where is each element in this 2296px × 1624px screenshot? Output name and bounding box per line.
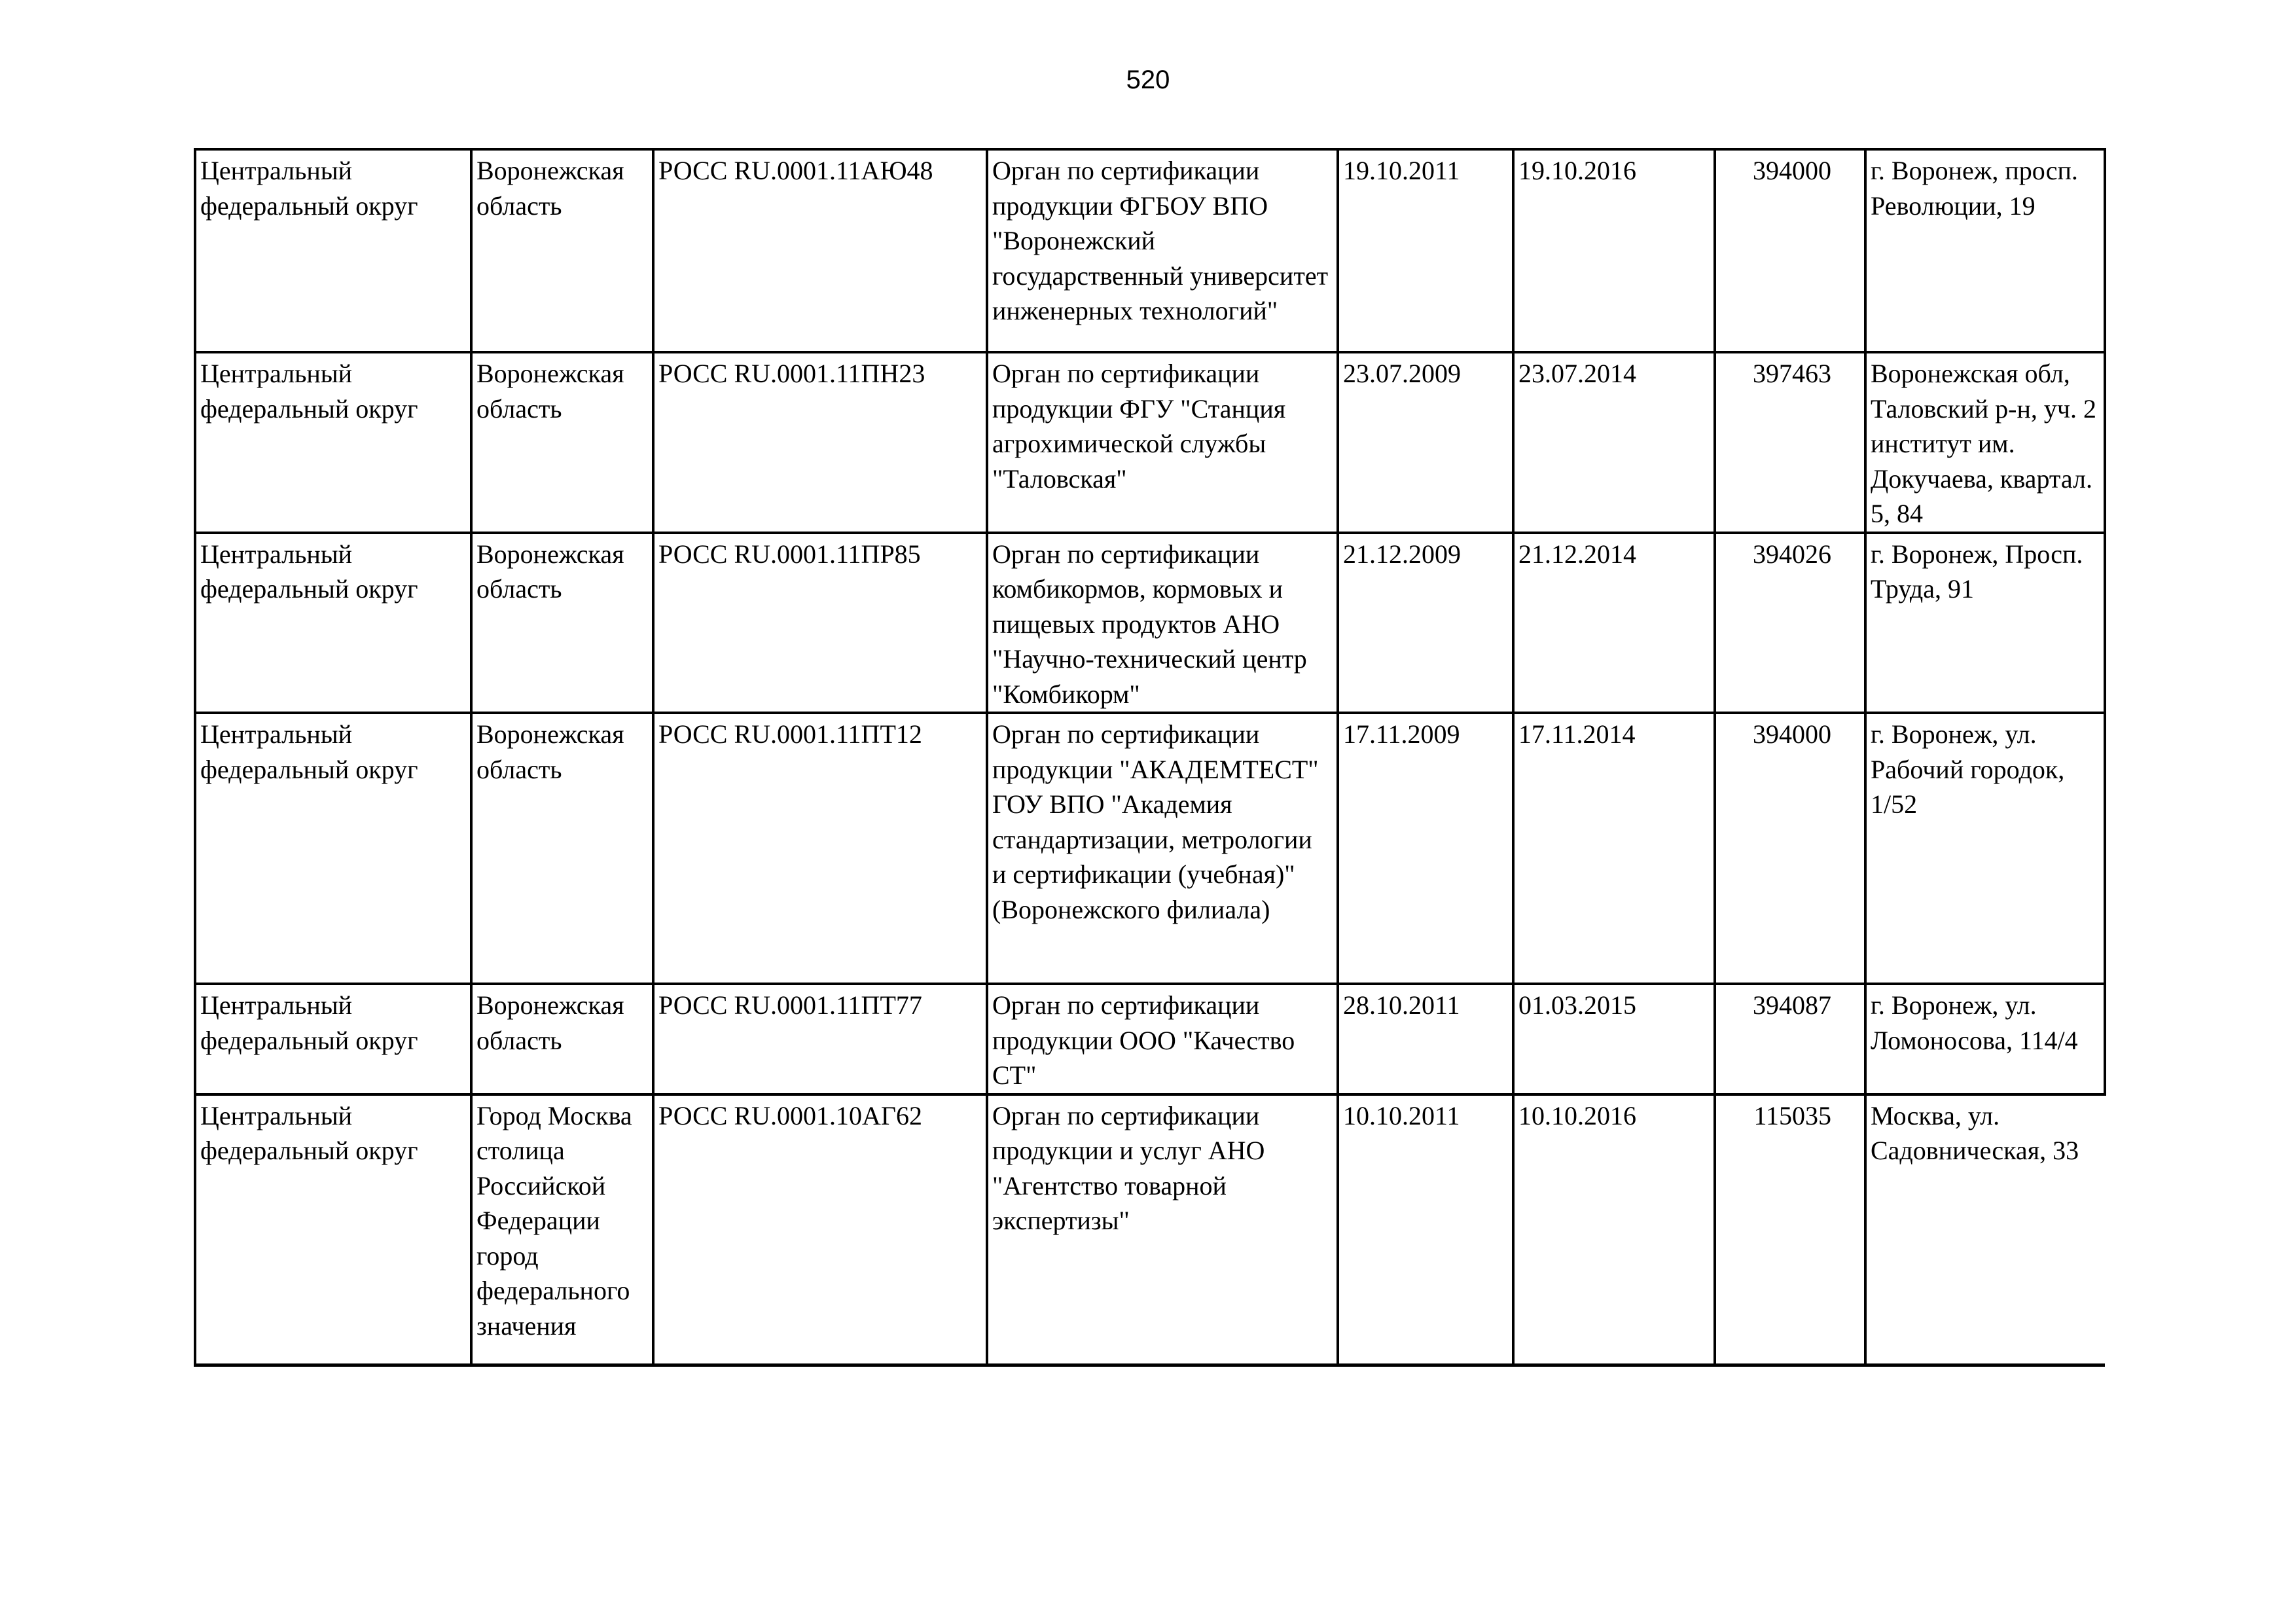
- table-row: [195, 352, 2105, 533]
- date-from-cell: 19.10.2011: [1338, 149, 1513, 352]
- postcode-cell: 394087: [1715, 984, 1865, 1094]
- table-row: [195, 149, 2105, 352]
- date-from-cell: 17.11.2009: [1338, 713, 1513, 984]
- region-cell: Воронежская область: [471, 533, 653, 713]
- date-to-cell: 23.07.2014: [1513, 352, 1715, 533]
- organization-cell: Орган по сертификации продукции и услуг АНО "Агентство товарной экспертизы": [987, 1094, 1338, 1365]
- address-cell: г. Воронеж, ул. Рабочий городок, 1/52: [1865, 713, 2105, 984]
- date-to-cell: 10.10.2016: [1513, 1094, 1715, 1365]
- certification-bodies-table: [194, 148, 2106, 1367]
- district-cell: Центральный федеральный округ: [195, 533, 471, 713]
- page-number: 520: [1126, 65, 1170, 94]
- table-row: [195, 533, 2105, 713]
- address-cell: г. Воронеж, просп. Революции, 19: [1865, 149, 2105, 352]
- reg-number-cell: РОСС RU.0001.11ПН23: [653, 352, 987, 533]
- date-from-cell: 23.07.2009: [1338, 352, 1513, 533]
- organization-cell: Орган по сертификации продукции ФГУ "Станция агрохимической службы "Таловская": [987, 352, 1338, 533]
- district-cell: Центральный федеральный округ: [195, 149, 471, 352]
- postcode-cell: 394000: [1715, 713, 1865, 984]
- postcode-cell: 397463: [1715, 352, 1865, 533]
- region-cell: Воронежская область: [471, 984, 653, 1094]
- reg-number-cell: РОСС RU.0001.11ПТ12: [653, 713, 987, 984]
- region-cell: Воронежская область: [471, 352, 653, 533]
- reg-number-cell: РОСС RU.0001.11ПТ77: [653, 984, 987, 1094]
- district-cell: Центральный федеральный округ: [195, 1094, 471, 1365]
- district-cell: Центральный федеральный округ: [195, 984, 471, 1094]
- region-cell: Воронежская область: [471, 713, 653, 984]
- date-to-cell: 19.10.2016: [1513, 149, 1715, 352]
- postcode-cell: 394026: [1715, 533, 1865, 713]
- table-row: [195, 713, 2105, 984]
- address-cell: Москва, ул. Садовническая, 33: [1865, 1094, 2105, 1365]
- postcode-cell: 115035: [1715, 1094, 1865, 1365]
- date-from-cell: 10.10.2011: [1338, 1094, 1513, 1365]
- district-cell: Центральный федеральный округ: [195, 713, 471, 984]
- reg-number-cell: РОСС RU.0001.11ПР85: [653, 533, 987, 713]
- postcode-cell: 394000: [1715, 149, 1865, 352]
- reg-number-cell: РОСС RU.0001.10АГ62: [653, 1094, 987, 1365]
- date-from-cell: 21.12.2009: [1338, 533, 1513, 713]
- date-to-cell: 01.03.2015: [1513, 984, 1715, 1094]
- district-cell: Центральный федеральный округ: [195, 352, 471, 533]
- date-to-cell: 17.11.2014: [1513, 713, 1715, 984]
- table-row: [195, 984, 2105, 1094]
- date-from-cell: 28.10.2011: [1338, 984, 1513, 1094]
- table-row: [195, 1094, 2105, 1365]
- region-cell: Воронежская область: [471, 149, 653, 352]
- organization-cell: Орган по сертификации комбикормов, кормовых и пищевых продуктов АНО "Научно-технический центр "Комбикорм": [987, 533, 1338, 713]
- address-cell: Воронежская обл, Таловский р-н, уч. 2 институт им. Докучаева, квартал. 5, 84: [1865, 352, 2105, 533]
- reg-number-cell: РОСС RU.0001.11АЮ48: [653, 149, 987, 352]
- region-cell: Город Москва столица Российской Федерации город федерального значения: [471, 1094, 653, 1365]
- organization-cell: Орган по сертификации продукции "АКАДЕМТЕСТ" ГОУ ВПО "Академия стандартизации, метрологии и сертификации (учебная)" (Воронежского филиала): [987, 713, 1338, 984]
- organization-cell: Орган по сертификации продукции ООО "Качество СТ": [987, 984, 1338, 1094]
- organization-cell: Орган по сертификации продукции ФГБОУ ВПО "Воронежский государственный университет инженерных технологий": [987, 149, 1338, 352]
- date-to-cell: 21.12.2014: [1513, 533, 1715, 713]
- address-cell: г. Воронеж, ул. Ломоносова, 114/4: [1865, 984, 2105, 1094]
- address-cell: г. Воронеж, Просп. Труда, 91: [1865, 533, 2105, 713]
